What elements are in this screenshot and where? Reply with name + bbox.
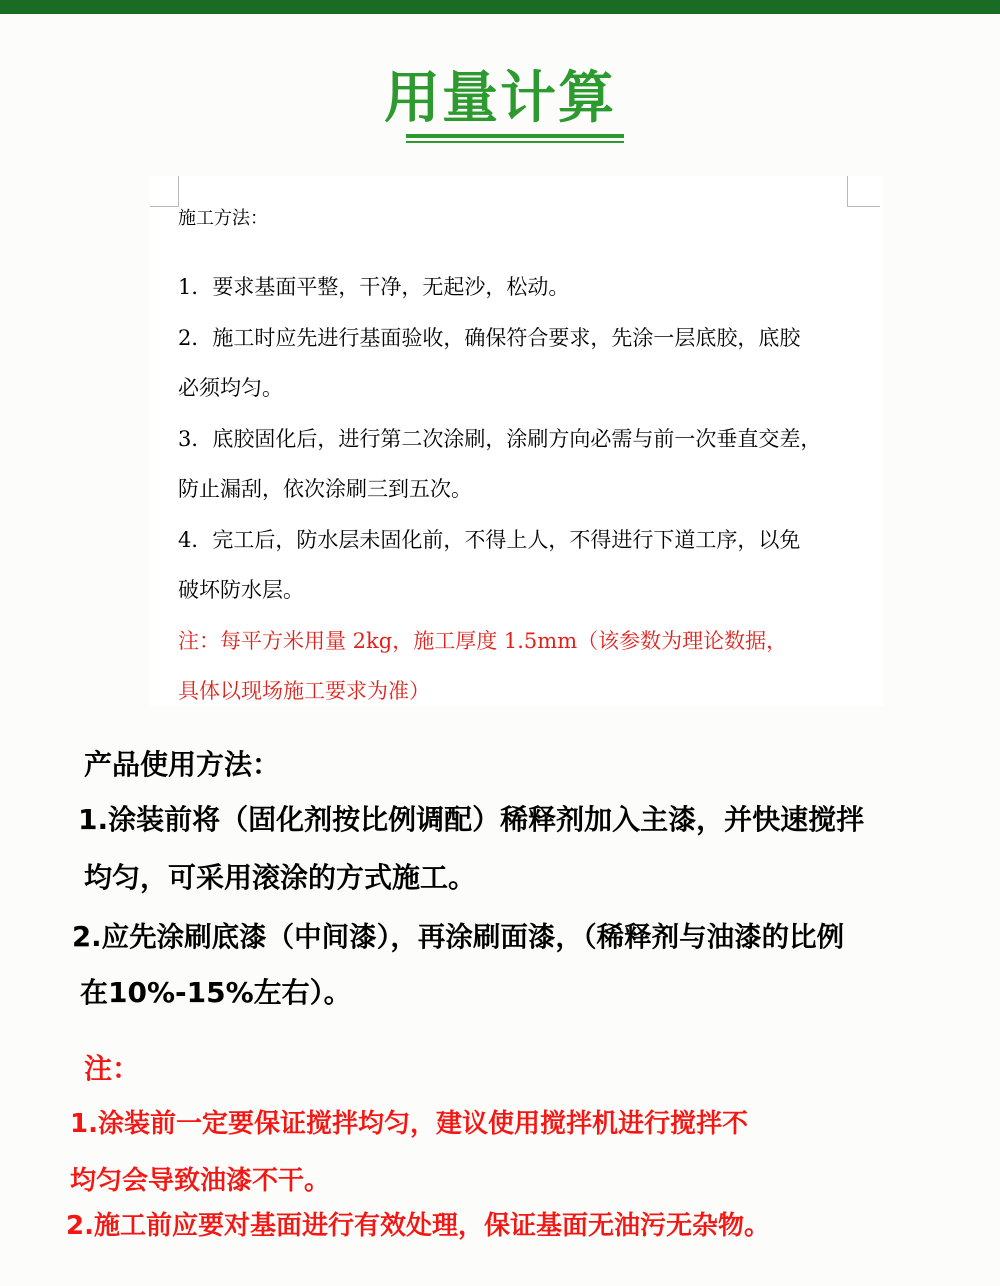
top-banner-bar bbox=[0, 0, 1000, 14]
document-note-line: 具体以现场施工要求为准） bbox=[178, 679, 430, 703]
usage-line: 2.应先涂刷底漆（中间漆），再涂刷面漆，（稀释剂与油漆的比例 bbox=[72, 921, 845, 953]
document-line: 1．要求基面平整，干净，无起沙，松动。 bbox=[178, 275, 570, 299]
document-line: 4．完工后，防水层未固化前，不得上人，不得进行下道工序，以免 bbox=[178, 527, 801, 552]
document-body bbox=[178, 262, 868, 717]
document-line: 必须均匀。 bbox=[178, 376, 283, 400]
document-line: 3．底胶固化后，进行第二次涂刷，涂刷方向必需与前一次垂直交差， bbox=[178, 426, 822, 451]
usage-line: 均匀，可采用滚涂的方式施工。 bbox=[84, 861, 477, 894]
note-line: 2.施工前应要对基面进行有效处理，保证基面无油污无杂物。 bbox=[66, 1211, 770, 1241]
document-line: 破坏防水层。 bbox=[178, 578, 304, 602]
crop-mark-top-left bbox=[150, 176, 179, 207]
note-line: 1.涂装前一定要保证搅拌均匀，建议使用搅拌机进行搅拌不 bbox=[70, 1109, 748, 1139]
usage-line: 1.涂装前将（固化剂按比例调配）稀释剂加入主漆，并快速搅拌 bbox=[78, 803, 865, 836]
usage-line: 在10%-15%左右）。 bbox=[80, 976, 352, 1009]
title-underline-secondary bbox=[406, 141, 624, 143]
page-title: 用量计算 bbox=[384, 66, 616, 131]
construction-method-document bbox=[150, 176, 883, 706]
title-underline bbox=[406, 134, 624, 138]
document-heading: 施工方法： bbox=[178, 208, 268, 229]
document-note-line: 注：每平方米用量 2kg，施工厚度 1.5mm（该参数为理论数据， bbox=[178, 628, 788, 653]
document-line: 防止漏刮，依次涂刷三到五次。 bbox=[178, 477, 472, 501]
document-line: 2．施工时应先进行基面验收，确保符合要求，先涂一层底胶，底胶 bbox=[178, 325, 801, 350]
notes-heading: 注： bbox=[84, 1052, 141, 1085]
note-line: 均匀会导致油漆不干。 bbox=[70, 1166, 331, 1196]
usage-heading: 产品使用方法： bbox=[84, 748, 281, 781]
crop-mark-top-right bbox=[847, 176, 880, 207]
